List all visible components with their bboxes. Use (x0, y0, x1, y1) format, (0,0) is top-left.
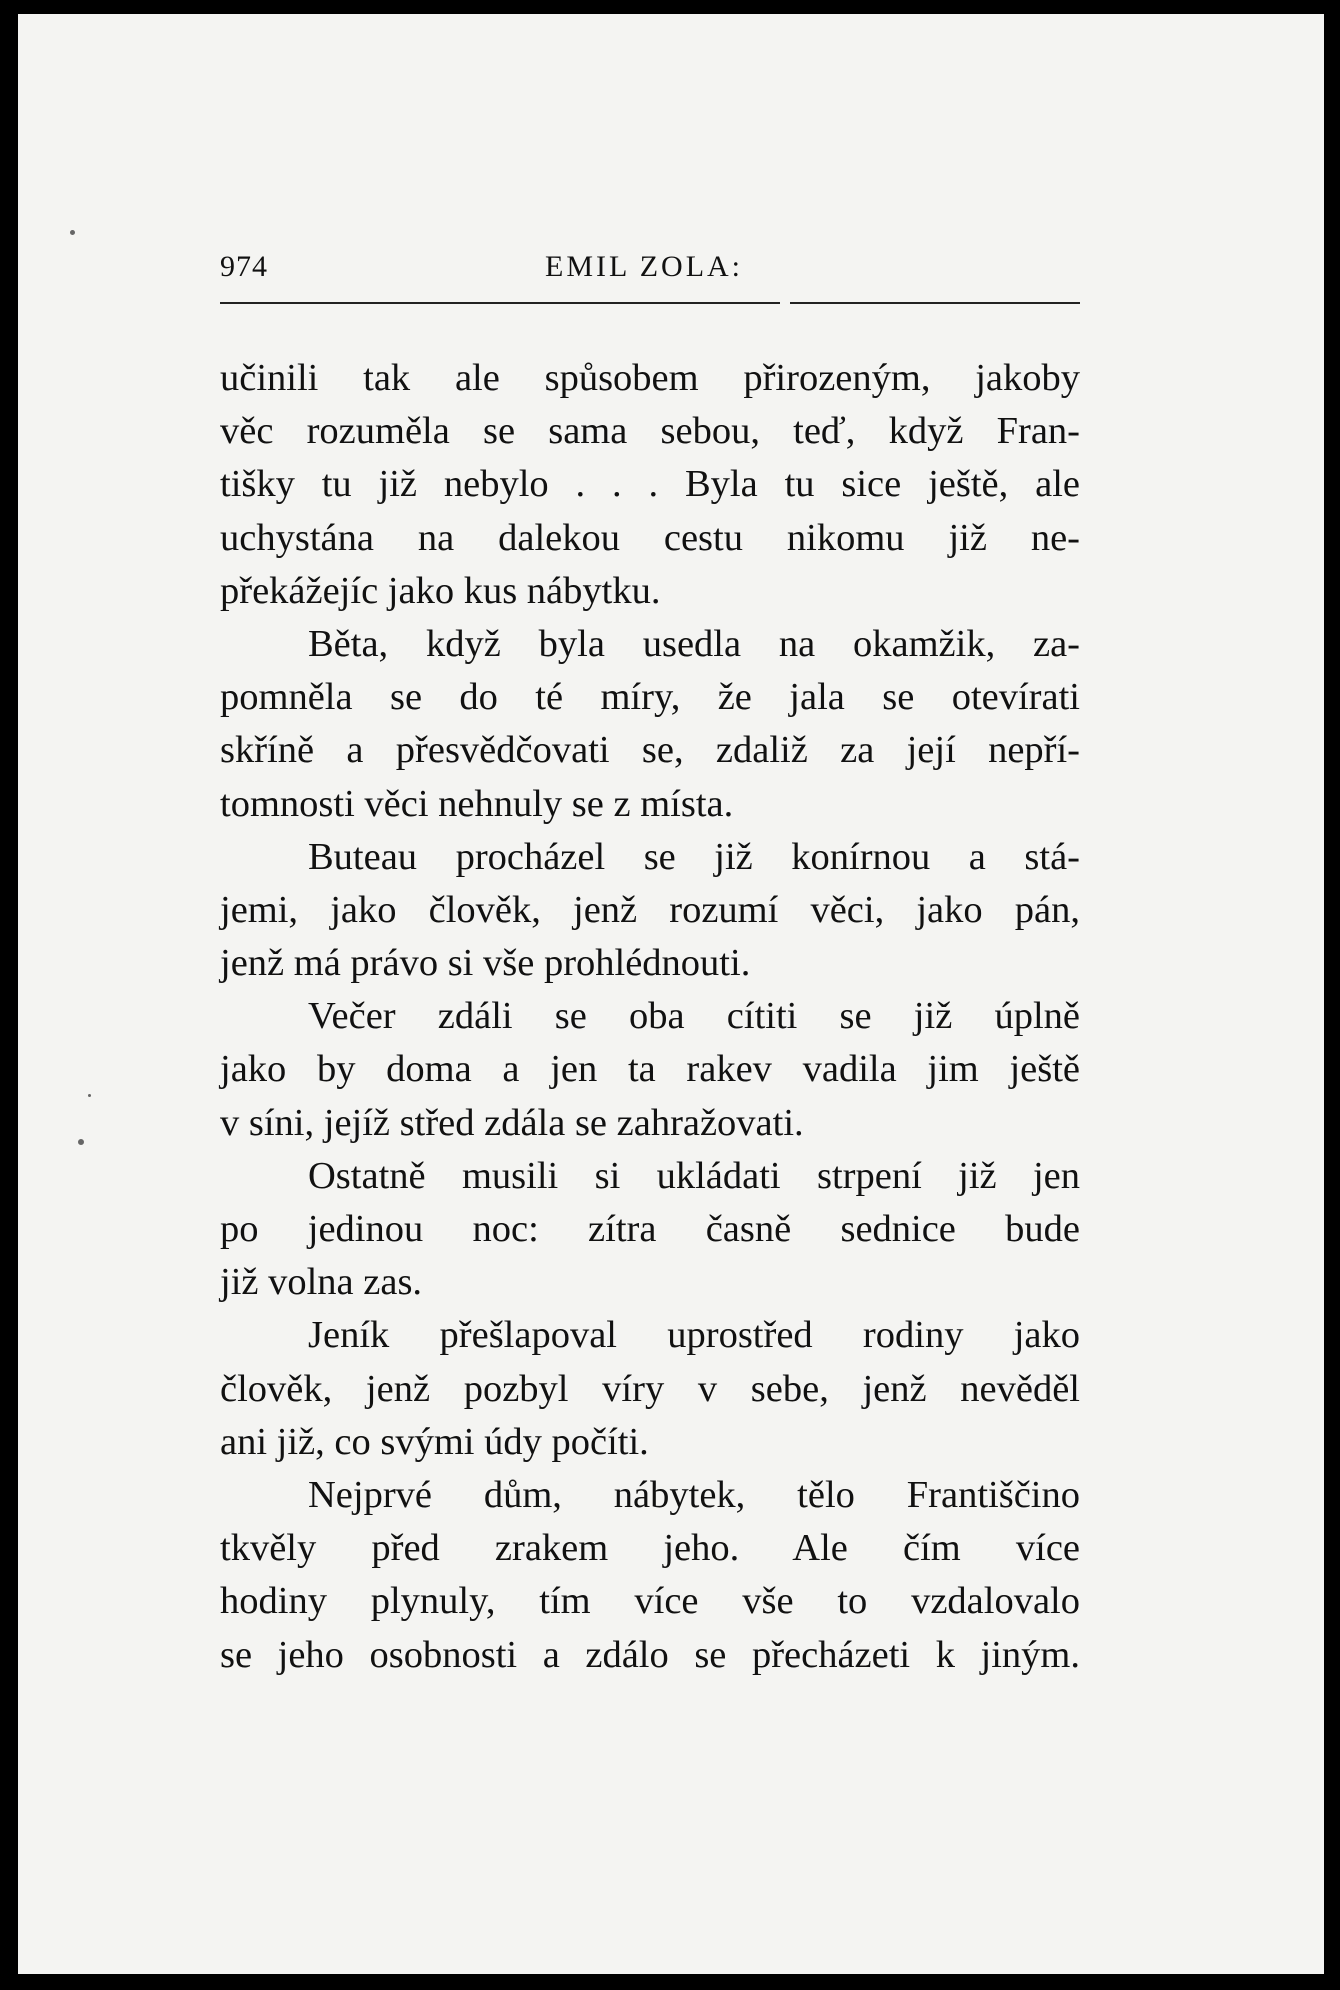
text-line: po jedinou noc: zítra časně sednice bude (220, 1208, 1080, 1250)
text-line: Jeník přešlapoval uprostřed rodiny jako (308, 1314, 1080, 1357)
text-line: člověk, jenž pozbyl víry v sebe, jenž nevěděl (220, 1367, 1080, 1410)
scan-speck (70, 230, 75, 235)
text-line: skříně a přesvědčovati se, zdaliž za její nepří- (220, 729, 1080, 772)
text-line: učinili tak ale spůsobem přirozeným, jakoby (220, 357, 1080, 399)
text-line: Běta, když byla usedla na okamžik, za- (308, 622, 1080, 665)
running-title: EMIL ZOLA: (545, 250, 744, 283)
page-number: 974 (220, 250, 268, 283)
text-line: ani již, co svými údy počíti. (220, 1420, 649, 1463)
text-line: Ostatně musili si ukládati strpení již jen (308, 1154, 1080, 1197)
body-text (220, 352, 1080, 1682)
scan-speck (88, 1094, 91, 1097)
header-rule (220, 302, 780, 304)
header-rule (790, 302, 1080, 304)
text-line: pomněla se do té míry, že jala se otevírati (220, 676, 1080, 719)
text-line: věc rozuměla se sama sebou, teď, když Fran- (220, 410, 1080, 453)
text-line: Buteau procházel se již konírnou a stá- (308, 835, 1080, 878)
text-line: tkvěly před zrakem jeho. Ale čím více (220, 1527, 1080, 1570)
text-line: tišky tu již nebylo . . . Byla tu sice ještě, ale (220, 463, 1080, 506)
text-line: hodiny plynuly, tím více vše to vzdalovalo (220, 1580, 1080, 1623)
text-line: již volna zas. (220, 1261, 423, 1304)
scan-speck (78, 1139, 84, 1145)
text-line: Večer zdáli se oba cítiti se již úplně (308, 995, 1080, 1038)
text-line: se jeho osobnosti a zdálo se přecházeti k jiným. (220, 1633, 1080, 1676)
text-line: jenž má právo si vše prohlédnouti. (220, 942, 751, 985)
text-line: tomnosti věci nehnuly se z místa. (220, 782, 734, 825)
text-line: jako by doma a jen ta rakev vadila jim ještě (220, 1048, 1080, 1091)
text-line: v síni, jejíž střed zdála se zahražovati. (220, 1101, 804, 1144)
text-line: Nejprvé dům, nábytek, tělo Františčino (308, 1473, 1080, 1516)
text-line: jemi, jako člověk, jenž rozumí věci, jako pán, (220, 888, 1080, 931)
text-line: uchystána na dalekou cestu nikomu již ne- (220, 516, 1080, 559)
text-line: překážejíc jako kus nábytku. (220, 569, 661, 612)
page-header (220, 250, 1080, 290)
